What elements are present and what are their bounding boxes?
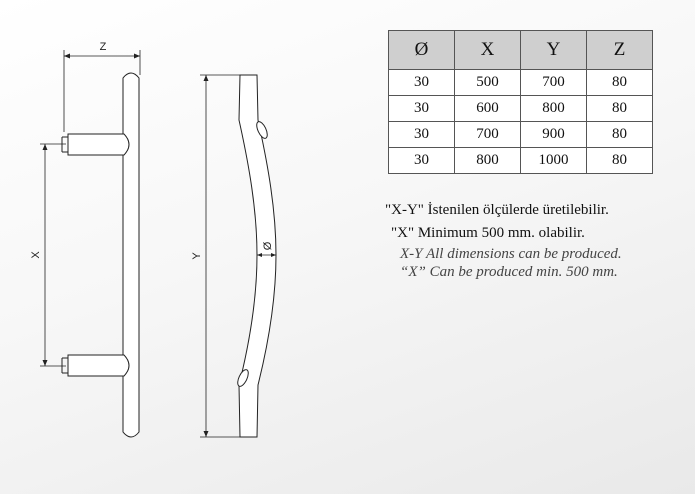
header-diameter: Ø bbox=[389, 31, 455, 70]
note-english-dimensions: X-Y All dimensions can be produced. bbox=[400, 246, 622, 262]
upper-standoff bbox=[68, 134, 129, 155]
cell-y: 900 bbox=[521, 122, 587, 148]
table-header-row bbox=[389, 31, 653, 70]
x-label: X bbox=[30, 251, 42, 259]
header-x: X bbox=[455, 31, 521, 70]
table-row bbox=[389, 148, 653, 174]
y-dimension bbox=[200, 75, 240, 437]
table-row bbox=[389, 96, 653, 122]
table-row bbox=[389, 70, 653, 96]
dimension-table bbox=[388, 30, 653, 174]
cell-z: 80 bbox=[587, 148, 653, 174]
cell-x: 600 bbox=[455, 96, 521, 122]
cell-diameter: 30 bbox=[389, 122, 455, 148]
cell-x: 700 bbox=[455, 122, 521, 148]
lower-standoff bbox=[68, 355, 129, 376]
cell-x: 500 bbox=[455, 70, 521, 96]
header-y: Y bbox=[521, 31, 587, 70]
cell-y: 700 bbox=[521, 70, 587, 96]
cell-diameter: 30 bbox=[389, 96, 455, 122]
z-label: Z bbox=[99, 41, 107, 53]
note-turkish-minimum: "X" Minimum 500 mm. olabilir. bbox=[391, 225, 585, 241]
header-z: Z bbox=[587, 31, 653, 70]
cell-x: 800 bbox=[455, 148, 521, 174]
note-english-minimum: “X” Can be produced min. 500 mm. bbox=[400, 264, 618, 280]
table-row bbox=[389, 122, 653, 148]
diameter-label: Ø bbox=[262, 241, 274, 251]
note-turkish-dimensions: "X-Y" İstenilen ölçülerde üretilebilir. bbox=[385, 202, 609, 218]
cell-z: 80 bbox=[587, 122, 653, 148]
cell-z: 80 bbox=[587, 70, 653, 96]
cell-y: 800 bbox=[521, 96, 587, 122]
front-view-bar bbox=[123, 73, 139, 437]
cell-diameter: 30 bbox=[389, 148, 455, 174]
y-label: Y bbox=[191, 252, 203, 260]
cell-y: 1000 bbox=[521, 148, 587, 174]
x-dimension bbox=[40, 144, 66, 366]
cell-z: 80 bbox=[587, 96, 653, 122]
cell-diameter: 30 bbox=[389, 70, 455, 96]
